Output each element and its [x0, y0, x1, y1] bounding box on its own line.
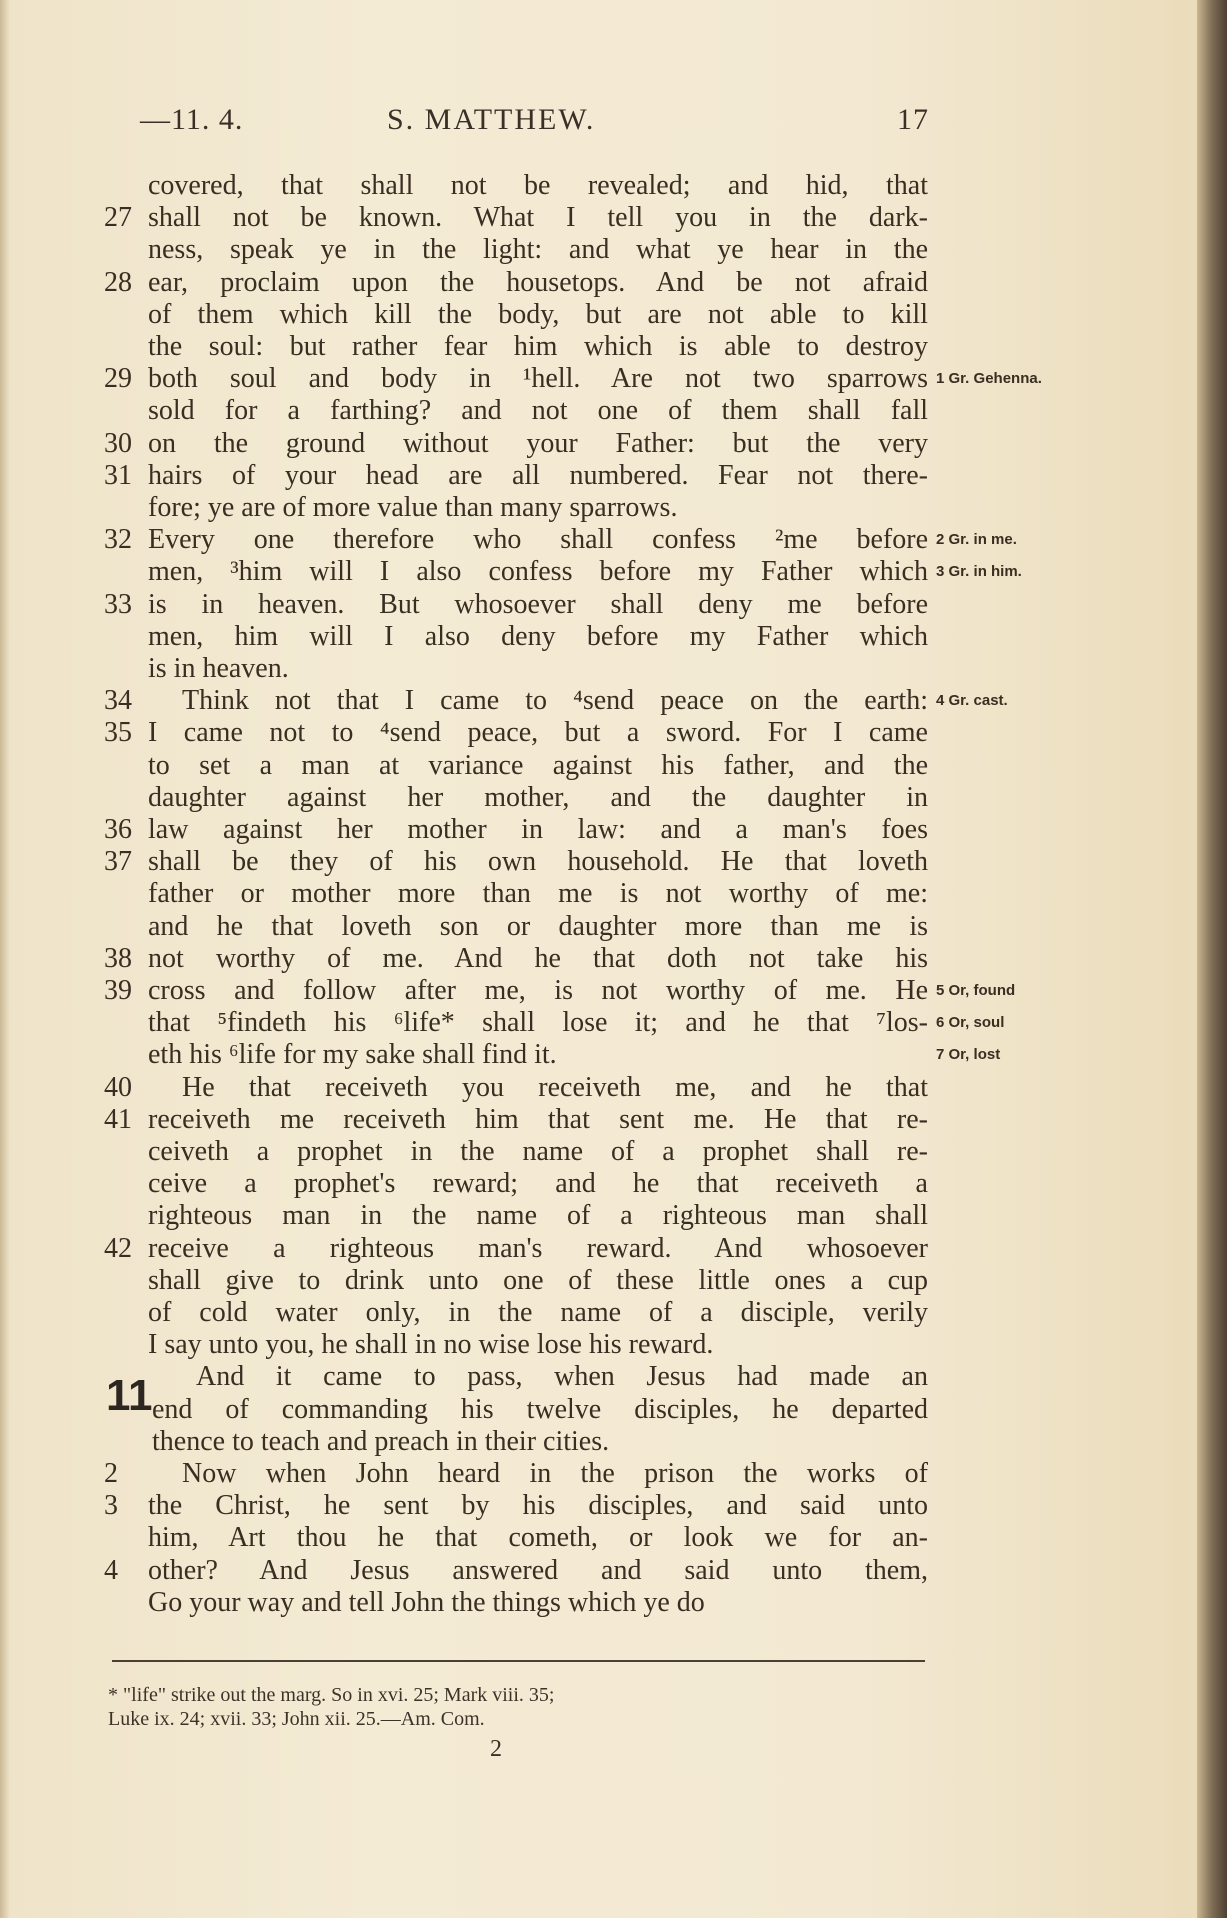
line-text: of them which kill the body, but are not able to kill: [148, 299, 928, 330]
marginal-note: 4 Gr. cast.: [936, 692, 1008, 709]
marginal-note: 3 Gr. in him.: [936, 563, 1022, 580]
line-text: righteous man in the name of a righteous man shall: [148, 1200, 928, 1231]
line-text: other? And Jesus answered and said unto them,: [148, 1555, 928, 1586]
line-text: law against her mother in law: and a man's foes: [148, 814, 928, 845]
line-text: of cold water only, in the name of a disciple, verily: [148, 1297, 928, 1328]
verse-number: 32: [104, 524, 132, 555]
line-text: ear, proclaim upon the housetops. And be not afraid: [148, 267, 928, 298]
line-text: the Christ, he sent by his disciples, and said unto: [148, 1490, 928, 1521]
verse-number: 28: [104, 267, 132, 298]
signature-mark: 2: [490, 1736, 502, 1762]
line-text: hairs of your head are all numbered. Fear not there-: [148, 460, 928, 491]
running-head-reference: —11. 4.: [140, 103, 244, 136]
line-text: father or mother more than me is not worthy of me:: [148, 878, 928, 909]
line-text: is in heaven.: [148, 653, 289, 684]
line-text: to set a man at variance against his father, and the: [148, 750, 928, 781]
line-text: thence to teach and preach in their cities.: [152, 1426, 610, 1457]
line-text: fore; ye are of more value than many sparrows.: [148, 492, 678, 523]
line-text: Now when John heard in the prison the works of: [182, 1458, 928, 1489]
line-text: I came not to ⁴send peace, but a sword. For I came: [148, 717, 928, 748]
line-text: ness, speak ye in the light: and what ye hear in the: [148, 234, 928, 265]
footnote-line-2: Luke ix. 24; xvii. 33; John xii. 25.—Am. Com.: [108, 1708, 485, 1730]
line-text: not worthy of me. And he that doth not take his: [148, 943, 928, 974]
marginal-note: 2 Gr. in me.: [936, 531, 1017, 548]
line-text: receiveth me receiveth him that sent me. He that re-: [148, 1104, 928, 1135]
line-text: men, ³him will I also confess before my Father which: [148, 556, 928, 587]
line-text: the soul: but rather fear him which is able to destroy: [148, 331, 928, 362]
line-text: Think not that I came to ⁴send peace on the earth:: [182, 685, 928, 716]
verse-number: 3: [104, 1490, 118, 1521]
line-text: daughter against her mother, and the daughter in: [148, 782, 928, 813]
line-text: eth his ⁶life for my sake shall find it.: [148, 1039, 557, 1070]
verse-number: 36: [104, 814, 132, 845]
line-text: cross and follow after me, is not worthy of me. He: [148, 975, 928, 1006]
line-text: Every one therefore who shall confess ²me before: [148, 524, 928, 555]
line-text: shall be they of his own household. He that loveth: [148, 846, 928, 877]
verse-number: 4: [104, 1555, 118, 1586]
line-text: is in heaven. But whosoever shall deny me before: [148, 589, 928, 620]
verse-number: 40: [104, 1072, 132, 1103]
line-text: And it came to pass, when Jesus had made an: [196, 1361, 928, 1392]
verse-number: 27: [104, 202, 132, 233]
verse-number: 41: [104, 1104, 132, 1135]
line-text: on the ground without your Father: but the very: [148, 428, 928, 459]
verse-number: 2: [104, 1458, 118, 1489]
line-text: receive a righteous man's reward. And whosoever: [148, 1233, 928, 1264]
line-text: end of commanding his twelve disciples, he departed: [152, 1394, 928, 1425]
line-text: ceiveth a prophet in the name of a prophet shall re-: [148, 1136, 928, 1167]
line-text: shall give to drink unto one of these little ones a cup: [148, 1265, 928, 1296]
line-text: men, him will I also deny before my Father which: [148, 621, 928, 652]
line-text: covered, that shall not be revealed; and hid, that: [148, 170, 928, 201]
verse-number: 42: [104, 1233, 132, 1264]
line-text: He that receiveth you receiveth me, and he that: [182, 1072, 928, 1103]
verse-number: 30: [104, 428, 132, 459]
verse-number: 31: [104, 460, 132, 491]
verse-number: 35: [104, 717, 132, 748]
line-text: shall not be known. What I tell you in the dark-: [148, 202, 928, 233]
line-text: that ⁵findeth his ⁶life* shall lose it; and he that ⁷los-: [148, 1007, 928, 1038]
line-text: ceive a prophet's reward; and he that receiveth a: [148, 1168, 928, 1199]
page-binding-edge: [1197, 0, 1227, 1918]
marginal-note: 1 Gr. Gehenna.: [936, 370, 1042, 387]
line-text: I say unto you, he shall in no wise lose his reward.: [148, 1329, 714, 1360]
footnote-rule: [112, 1660, 925, 1662]
line-text: him, Art thou he that cometh, or look we for an-: [148, 1522, 928, 1553]
marginal-note: 7 Or, lost: [936, 1046, 1001, 1063]
footnote-line-1: * "life" strike out the marg. So in xvi. 25; Mark viii. 35;: [108, 1684, 555, 1706]
chapter-number: 11: [106, 1371, 153, 1420]
verse-number: 29: [104, 363, 132, 394]
verse-number: 39: [104, 975, 132, 1006]
line-text: both soul and body in ¹hell. Are not two sparrows: [148, 363, 928, 394]
marginal-note: 5 Or, found: [936, 982, 1016, 999]
running-head-title: S. MATTHEW.: [387, 103, 596, 136]
verse-number: 34: [104, 685, 132, 716]
line-text: and he that loveth son or daughter more than me is: [148, 911, 928, 942]
page-left-shadow: [0, 0, 10, 1918]
verse-number: 33: [104, 589, 132, 620]
line-text: Go your way and tell John the things which ye do: [148, 1587, 705, 1618]
verse-number: 37: [104, 846, 132, 877]
verse-number: 38: [104, 943, 132, 974]
line-text: sold for a farthing? and not one of them shall fall: [148, 395, 928, 426]
page-number: 17: [897, 103, 929, 136]
marginal-note: 6 Or, soul: [936, 1014, 1005, 1031]
